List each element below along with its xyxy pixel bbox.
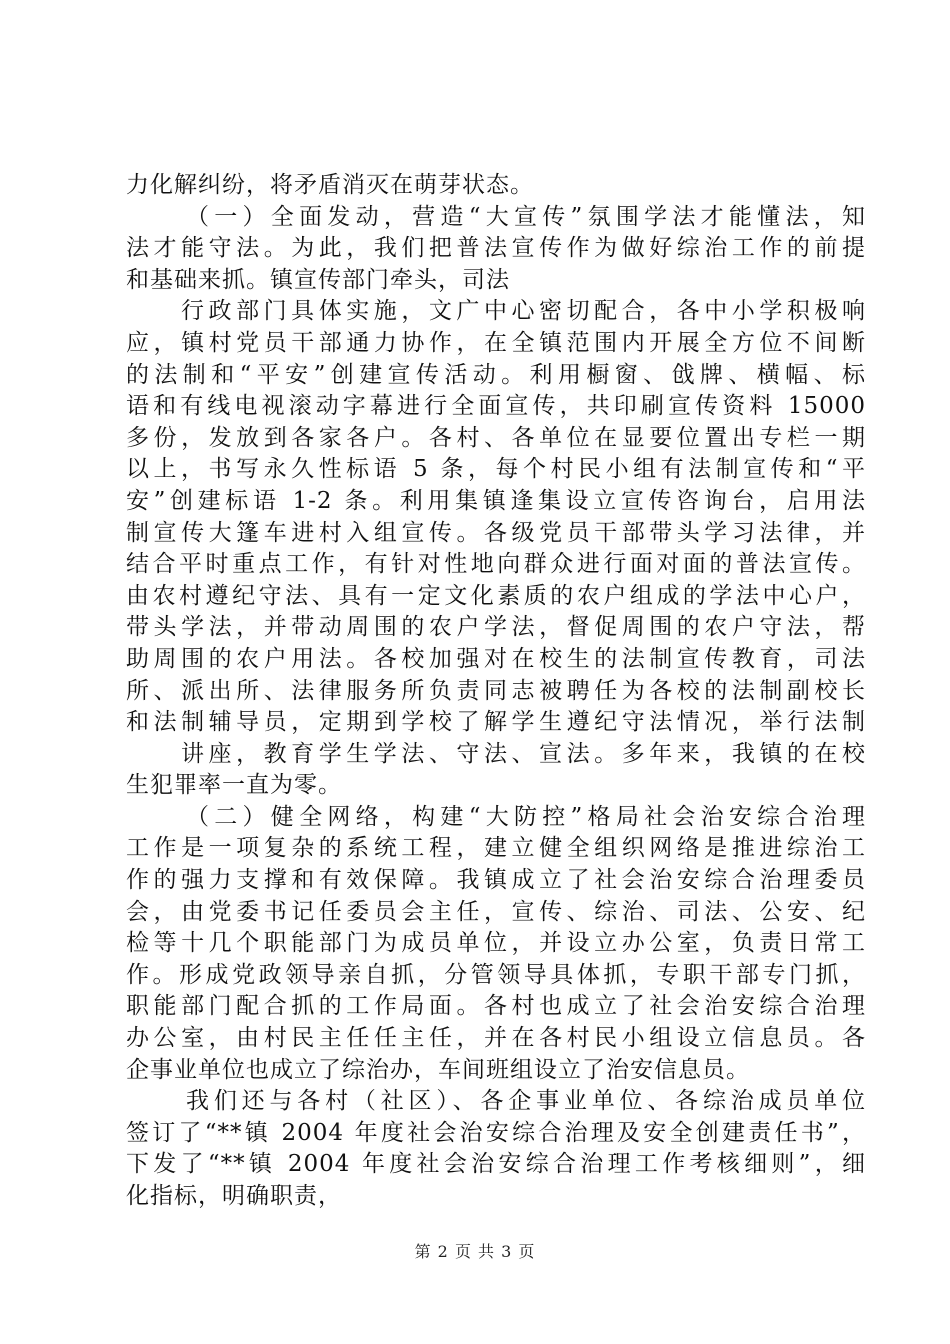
text-line: 行政部门具体实施，文广中心密切配合，各中小学积极响 [181, 298, 866, 325]
text-line: 多份，发放到各家各户。各村、各单位在显要位置出专栏一期 [126, 424, 866, 451]
text-line: 的法制和“平安”创建宣传活动。利用橱窗、戗牌、横幅、标 [126, 361, 866, 388]
text-line: 应，镇村党员干部通力协作，在全镇范围内开展全方位不间断 [126, 329, 866, 356]
text-line: 签订了“**镇 2004 年度社会治安综合治理及安全创建责任书”， [126, 1119, 866, 1146]
text-line: 安”创建标语 1-2 条。利用集镇逢集设立宣传咨询台，启用法 [126, 487, 866, 514]
text-line: 制宣传大篷车进村入组宣传。各级党员干部带头学习法律，并 [126, 519, 866, 546]
text-line: 作的强力支撑和有效保障。我镇成立了社会治安综合治理委员 [126, 867, 866, 894]
text-line: 职能部门配合抓的工作局面。各村也成立了社会治安综合治理 [126, 993, 866, 1020]
text-line: 讲座，教育学生学法、守法、宣法。多年来，我镇的在校 [181, 740, 866, 767]
text-line: 作。形成党政领导亲自抓，分管领导具体抓，专职干部专门抓， [126, 961, 866, 988]
text-line: 会，由党委书记任委员会主任，宣传、综治、司法、公安、纪 [126, 898, 866, 925]
text-line: 和基础来抓。镇宣传部门牵头，司法 [126, 266, 510, 293]
text-line: 以上，书写永久性标语 5 条，每个村民小组有法制宣传和“平 [126, 456, 866, 483]
text-line: 生犯罪率一直为零。 [126, 772, 342, 799]
text-line: （一）全面发动，营造“大宣传”氛围学法才能懂法，知 [186, 203, 866, 230]
document-body [126, 170, 866, 1213]
text-line: 我们还与各村（社区）、各企事业单位、各综治成员单位 [186, 1088, 866, 1115]
page-footer: 第 2 页 共 3 页 [414, 1242, 536, 1261]
text-line: 由农村遵纪守法、具有一定文化素质的农户组成的学法中心户， [126, 582, 866, 609]
text-line: 检等十几个职能部门为成员单位，并设立办公室，负责日常工 [126, 930, 866, 957]
text-line: 所、派出所、法律服务所负责同志被聘任为各校的法制副校长 [126, 677, 866, 704]
text-line: 办公室，由村民主任任主任，并在各村民小组设立信息员。各 [126, 1025, 866, 1052]
text-line: 化指标，明确职责， [126, 1183, 342, 1209]
text-line: 带头学法，并带动周围的农户学法，督促周围的农户守法，帮 [126, 614, 866, 641]
text-line: 助周围的农户用法。各校加强对在校生的法制宣传教育，司法 [126, 645, 866, 672]
text-line: 下发了“**镇 2004 年度社会治安综合治理工作考核细则”，细 [126, 1151, 866, 1178]
text-line: 企事业单位也成立了综治办，车间班组设立了治安信息员。 [126, 1056, 750, 1083]
text-line: 法才能守法。为此，我们把普法宣传作为做好综治工作的前提 [126, 235, 866, 262]
text-line: 和法制辅导员，定期到学校了解学生遵纪守法情况，举行法制 [126, 709, 866, 736]
text-line: 语和有线电视滚动字幕进行全面宣传，共印刷宣传资料 15000 [126, 393, 866, 420]
text-line: 结合平时重点工作，有针对性地向群众进行面对面的普法宣传。 [126, 551, 866, 578]
text-line: 工作是一项复杂的系统工程，建立健全组织网络是推进综治工 [126, 835, 866, 862]
text-line: 力化解纠纷，将矛盾消灭在萌芽状态。 [126, 172, 534, 198]
text-line: （二）健全网络，构建“大防控”格局社会治安综合治理 [186, 803, 866, 830]
